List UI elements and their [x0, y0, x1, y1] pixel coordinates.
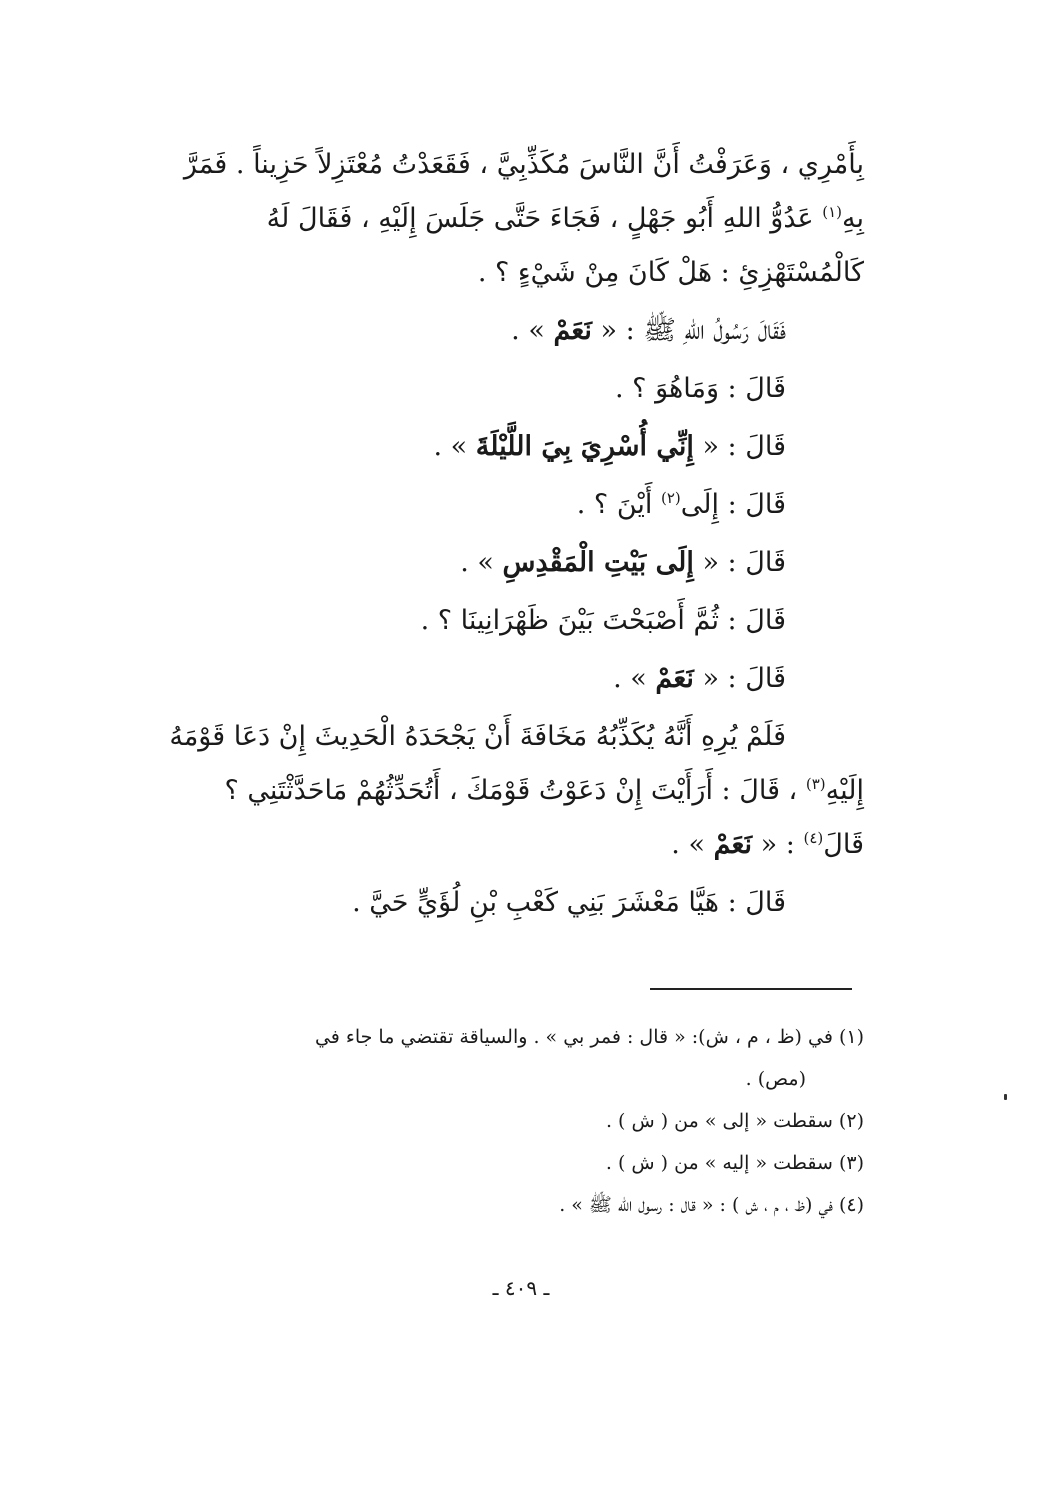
- paragraph-1: [168, 138, 864, 300]
- text-segment: أَيْنَ ؟ .: [576, 489, 661, 520]
- text-segment: بِهِ: [842, 203, 864, 234]
- text-line: فَلَمْ يُرِهِ أَنَّهُ يُكَذِّبُهُ مَخَافَةَ أَنْ يَجْحَدَهُ الْحَدِيثَ إِنْ دَعَا قَوْمَهُ: [169, 721, 786, 752]
- dialogue-line-5: [168, 536, 864, 590]
- footnote-marker: (٢): [660, 489, 681, 507]
- text-segment: قَالَ : «: [693, 431, 786, 462]
- footnote-4: (٤) في (ظ ، م ، ش ) : « قال : رسول الله ﷺ » .: [559, 1194, 864, 1216]
- footnote-divider: [650, 988, 852, 990]
- text-segment: عَدُوُّ اللهِ أَبُو جَهْلٍ ، فَجَاءَ حَتَّى جَلَسَ إِلَيْهِ ، فَقَالَ لَهُ: [266, 203, 823, 234]
- page-number: ـ ٤٠٩ ـ: [492, 1276, 550, 1300]
- dialogue-line-6: قَالَ : ثُمَّ أَصْبَحْتَ بَيْنَ ظَهْرَانِينَا ؟ .: [420, 605, 786, 636]
- text-segment: قَالَ: [823, 829, 864, 860]
- text-segment: إِلَيْهِ: [825, 775, 864, 806]
- dialogue-line-4: [168, 478, 864, 532]
- footnotes: [168, 1016, 864, 1226]
- quoted-speech: إِنِّي أُسْرِيَ بِيَ اللَّيْلَةَ: [475, 431, 694, 462]
- footnote-1: (١) في (ظ ، م ، ش): « قال : فمر بي » . والسياقة تقتضي ما جاء في: [314, 1026, 864, 1048]
- quoted-speech: إِلَى بَيْتِ الْمَقْدِسِ: [502, 547, 694, 578]
- text-segment: » .: [671, 829, 714, 860]
- dialogue-line-7: [168, 652, 864, 706]
- main-text: [168, 138, 864, 934]
- dialogue-line-1: [168, 304, 864, 358]
- paragraph-2: [168, 710, 864, 872]
- text-line: [168, 764, 864, 818]
- footnote-1-continuation: (مص) .: [745, 1068, 806, 1090]
- text-segment: قَالَ : إِلَى: [680, 489, 786, 520]
- text-segment: » .: [613, 663, 656, 694]
- text-segment: فَقَالَ رَسُولُ اللهِ ﷺ : «: [591, 315, 786, 346]
- text-line: بِأَمْرِي ، وَعَرَفْتُ أَنَّ النَّاسَ مُكَذِّبِيَّ ، فَقَعَدْتُ مُعْتَزِلاً حَزِيناً . فَمَرَّ: [183, 149, 864, 180]
- text-segment: » .: [460, 547, 503, 578]
- dialogue-line-2: قَالَ : وَمَاهُوَ ؟ .: [614, 373, 786, 404]
- text-segment: ، قَالَ : أَرَأَيْتَ إِنْ دَعَوْتُ قَوْمَكَ ، أَتُحَدِّثُهُمْ مَاحَدَّثْتَنِي ؟: [224, 775, 806, 806]
- text-line: كَالْمُسْتَهْزِئِ : هَلْ كَانَ مِنْ شَيْءٍ ؟ .: [477, 257, 864, 288]
- quoted-speech: نَعَمْ: [553, 315, 592, 346]
- footnote-2: (٢) سقطت « إلى » من ( ش ) .: [605, 1110, 864, 1132]
- dialogue-line-last: قَالَ : هَيَّا مَعْشَرَ بَنِي كَعْبِ بْنِ لُؤَيٍّ حَيَّ .: [352, 887, 786, 918]
- text-segment: : «: [752, 829, 804, 860]
- scan-speck: [1004, 1094, 1007, 1100]
- footnote-marker: (٣): [805, 775, 826, 793]
- text-segment: قَالَ : «: [693, 663, 786, 694]
- text-segment: » .: [511, 315, 554, 346]
- footnote-3: (٣) سقطت « إليه » من ( ش ) .: [605, 1152, 864, 1174]
- dialogue-line-3: [168, 420, 864, 474]
- footnote-marker: (٤): [803, 829, 824, 847]
- quoted-speech: نَعَمْ: [713, 829, 753, 860]
- quoted-speech: نَعَمْ: [655, 663, 694, 694]
- text-segment: » .: [433, 431, 476, 462]
- footnote-marker: (١): [822, 203, 842, 221]
- text-segment: قَالَ : «: [693, 547, 786, 578]
- text-line: [168, 192, 864, 246]
- text-line: [168, 818, 864, 872]
